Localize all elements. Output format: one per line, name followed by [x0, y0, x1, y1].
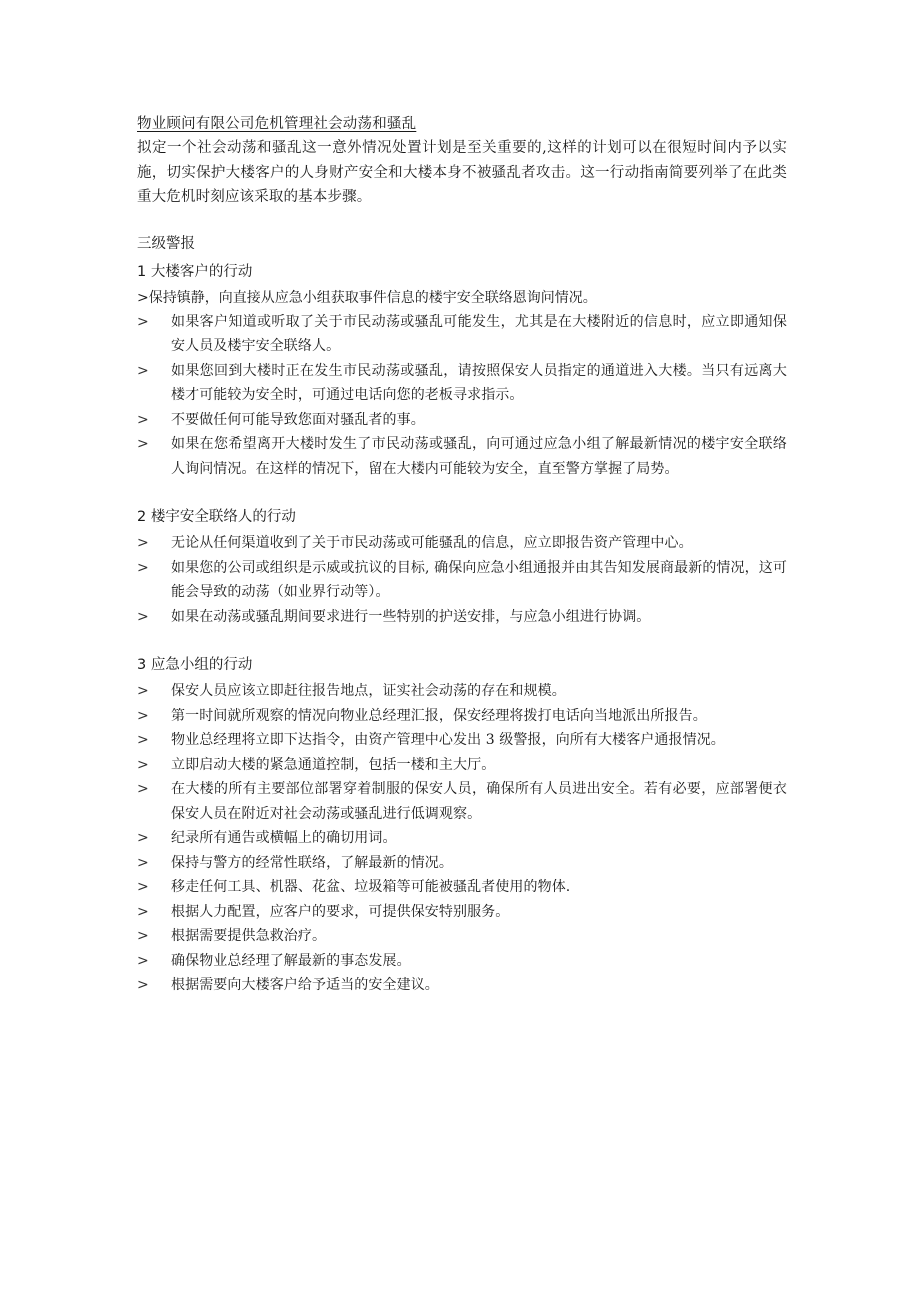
chevron-right-icon: > — [137, 559, 149, 576]
list-item-text: 保安人员应该立即赶往报告地点，证实社会动荡的存在和规模。 — [171, 683, 566, 699]
document-title: 物业顾问有限公司危机管理社会动荡和骚乱 — [137, 116, 417, 132]
list-item-text: 无论从任何渠道收到了关于市民动荡或可能骚乱的信息，应立即报告资产管理中心。 — [171, 535, 693, 551]
chevron-right-icon: > — [137, 756, 149, 773]
list-item — [137, 408, 787, 433]
chevron-right-icon: > — [137, 952, 149, 969]
list-item — [137, 531, 787, 556]
list-item — [137, 826, 787, 851]
document-page — [137, 112, 787, 998]
list-item-text: 在大楼的所有主要部位部署穿着制服的保安人员，确保所有人员进出安全。若有必要，应部署便衣保安人员在附近对社会动荡或骚乱进行低调观察。 — [171, 781, 787, 822]
chevron-right-icon: > — [137, 683, 149, 699]
list-item-text: 不要做任何可能导致您面对骚乱者的事。 — [171, 411, 425, 428]
list-item — [137, 310, 787, 359]
list-item — [137, 851, 787, 876]
list-item-text: 如果在您希望离开大楼时发生了市民动荡或骚乱，向可通过应急小组了解最新情况的楼宇安全联络人询问情况。在这样的情况下，留在大楼内可能较为安全，直至警方掌握了局势。 — [171, 436, 787, 477]
list-item — [137, 605, 787, 630]
list-item-text: 根据人力配置，应客户的要求，可提供保安特别服务。 — [171, 903, 510, 920]
list-item-text: 根据需要向大楼客户给予适当的安全建议。 — [171, 977, 439, 993]
list-item-text: 如果在动荡或骚乱期间要求进行一些特别的护送安排，与应急小组进行协调。 — [171, 608, 651, 625]
chevron-right-icon: > — [137, 732, 149, 748]
action-list — [137, 679, 787, 998]
list-item — [137, 432, 787, 481]
chevron-right-icon: > — [137, 436, 149, 452]
list-item — [137, 924, 787, 949]
list-item-text: 保持与警方的经常性联络，了解最新的情况。 — [171, 854, 453, 871]
list-item — [137, 359, 787, 408]
list-item — [137, 753, 787, 778]
chevron-right-icon: > — [137, 608, 149, 625]
list-item — [137, 679, 787, 704]
list-item-text: 如果客户知道或听取了关于市民动荡或骚乱可能发生，尤其是在大楼附近的信息时，应立即通知保安人员及楼宇安全联络人。 — [171, 313, 787, 354]
chevron-right-icon: > — [137, 879, 149, 895]
lead-line: >保持镇静，向直接从应急小组获取事件信息的楼宇安全联络恩询问情况。 — [137, 289, 597, 306]
list-item-text: 移走任何工具、机器、花盆、垃圾箱等可能被骚乱者使用的物体. — [171, 879, 571, 895]
alert-level-heading: 三级警报 — [137, 235, 195, 252]
section-client-actions — [137, 260, 787, 482]
chevron-right-icon: > — [137, 707, 149, 724]
intro-paragraph: 拟定一个社会动荡和骚乱这一意外情况处置计划是至关重要的,这样的计划可以在很短时间内予以实施，切实保护大楼客户的人身财产安全和大楼本身不被骚乱者攻击。这一行动指南简要列举了在此类重大危机时刻应该采取的基本步骤。 — [137, 140, 787, 205]
list-item-text: 根据需要提供急救治疗。 — [171, 928, 327, 944]
list-item — [137, 875, 787, 900]
list-item — [137, 728, 787, 753]
chevron-right-icon: > — [137, 830, 149, 846]
list-item — [137, 777, 787, 826]
list-item — [137, 900, 787, 925]
list-item-text: 如果您的公司或组织是示威或抗议的目标, 确保向应急小组通报并由其告知发展商最新的情况，这可能会导致的动荡（如业界行动等）。 — [171, 559, 787, 600]
list-item — [137, 973, 787, 998]
list-item-text: 物业总经理将立即下达指令，由资产管理中心发出 3 级警报，向所有大楼客户通报情况。 — [171, 732, 725, 748]
chevron-right-icon: > — [137, 903, 149, 920]
chevron-right-icon: > — [137, 928, 149, 944]
list-item — [137, 704, 787, 729]
chevron-right-icon: > — [137, 781, 149, 797]
list-item-text: 立即启动大楼的紧急通道控制，包括一楼和主大厅。 — [171, 756, 496, 773]
section-heading: 2 楼宇安全联络人的行动 — [137, 509, 296, 525]
chevron-right-icon: > — [137, 362, 149, 379]
list-item — [137, 556, 787, 605]
chevron-right-icon: > — [137, 854, 149, 871]
list-item-text: 第一时间就所观察的情况向物业总经理汇报，保安经理将拨打电话向当地派出所报告。 — [171, 707, 707, 724]
list-item — [137, 949, 787, 974]
section-liaison-actions — [137, 505, 787, 629]
chevron-right-icon: > — [137, 977, 149, 993]
list-item-text: 纪录所有通告或横幅上的确切用词。 — [171, 830, 397, 846]
chevron-right-icon: > — [137, 411, 149, 428]
chevron-right-icon: > — [137, 535, 149, 551]
section-heading: 1 大楼客户的行动 — [137, 263, 253, 280]
chevron-right-icon: > — [137, 313, 149, 330]
list-item-text: 确保物业总经理了解最新的事态发展。 — [171, 952, 411, 969]
action-list — [137, 531, 787, 629]
section-emergency-team-actions — [137, 653, 787, 998]
action-list — [137, 310, 787, 482]
section-heading: 3 应急小组的行动 — [137, 657, 253, 673]
list-item-text: 如果您回到大楼时正在发生市民动荡或骚乱，请按照保安人员指定的通道进入大楼。当只有远离大楼才可能较为安全时，可通过电话向您的老板寻求指示。 — [171, 362, 787, 403]
